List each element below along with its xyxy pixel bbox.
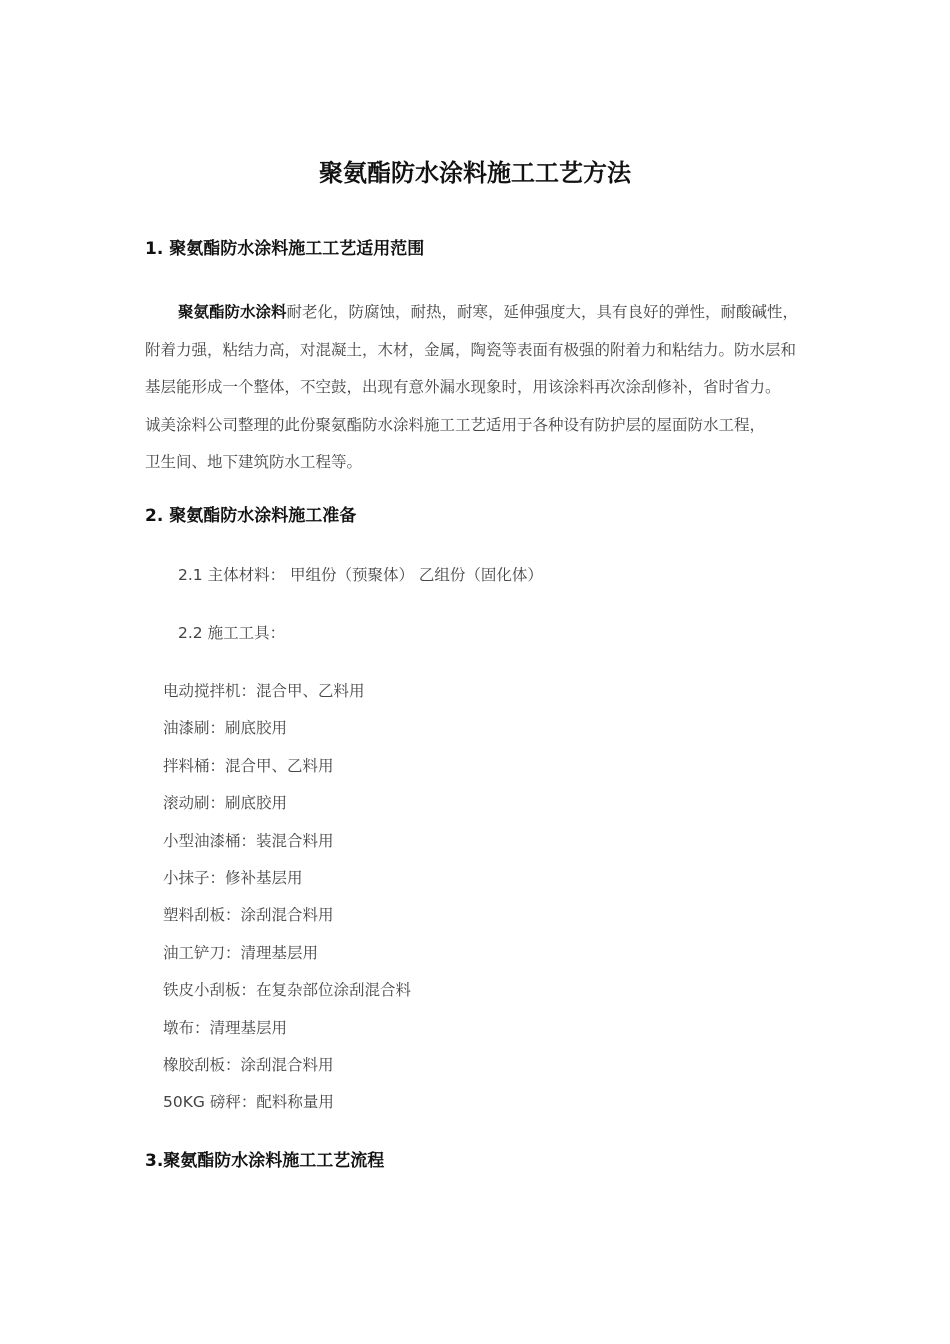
tool-list-item: 电动搅拌机：混合甲、乙料用 <box>163 682 365 700</box>
section-3-heading: 3.聚氨酯防水涂料施工工艺流程 <box>145 1151 385 1171</box>
tool-list-item: 墩布：清理基层用 <box>163 1018 288 1037</box>
paragraph-line: 诚美涂料公司整理的此份聚氨酯防水涂料施工工艺适用于各种设有防护层的屋面防水工程， <box>145 415 766 434</box>
paragraph-line: 卫生间、地下建筑防水工程等。 <box>145 453 363 471</box>
section-1-heading: 1. 聚氨酯防水涂料施工工艺适用范围 <box>145 239 425 259</box>
tool-list-item: 铁皮小刮板：在复杂部位涂刮混合料 <box>163 981 412 1000</box>
section-1-paragraph <box>145 294 809 482</box>
tool-list-item: 小型油漆桶：装混合料用 <box>163 831 334 850</box>
tool-list-item: 小抹子：修补基层用 <box>163 868 303 887</box>
paragraph-line: 附着力强，粘结力高，对混凝土，木材，金属，陶瓷等表面有极强的附着力和粘结力。防水层和 <box>145 340 797 359</box>
tool-list <box>163 679 411 1128</box>
tool-list-item: 橡胶刮板：涂刮混合料用 <box>163 1055 334 1074</box>
tool-list-item: 塑料刮板：涂刮混合料用 <box>163 906 334 925</box>
paragraph-line: 基层能形成一个整体，不空鼓，出现有意外漏水现象时，用该涂料再次涂刮修补，省时省力。 <box>145 378 781 396</box>
paragraph-line-text: 耐老化，防腐蚀，耐热，耐寒，延伸强度大，具有良好的弹性，耐酸碱性， <box>286 303 799 321</box>
tool-list-item: 油工铲刀：清理基层用 <box>163 943 319 962</box>
tool-list-item: 50KG 磅秤：配料称量用 <box>163 1093 334 1112</box>
tool-list-item: 滚动刷：刷底胶用 <box>163 794 288 813</box>
document-title: 聚氨酯防水涂料施工工艺方法 <box>319 159 631 187</box>
section-2-heading: 2. 聚氨酯防水涂料施工准备 <box>145 506 357 526</box>
main-materials-item: 2.1 主体材料： 甲组份（预聚体） 乙组份（固化体） <box>178 566 543 584</box>
construction-tools-item: 2.2 施工工具： <box>178 624 286 642</box>
tool-list-item: 拌料桶：混合甲、乙料用 <box>163 756 334 775</box>
paragraph-line <box>145 294 809 332</box>
paragraph-lead-bold: 聚氨酯防水涂料 <box>178 303 287 321</box>
tool-list-item: 油漆刷：刷底胶用 <box>163 719 288 738</box>
